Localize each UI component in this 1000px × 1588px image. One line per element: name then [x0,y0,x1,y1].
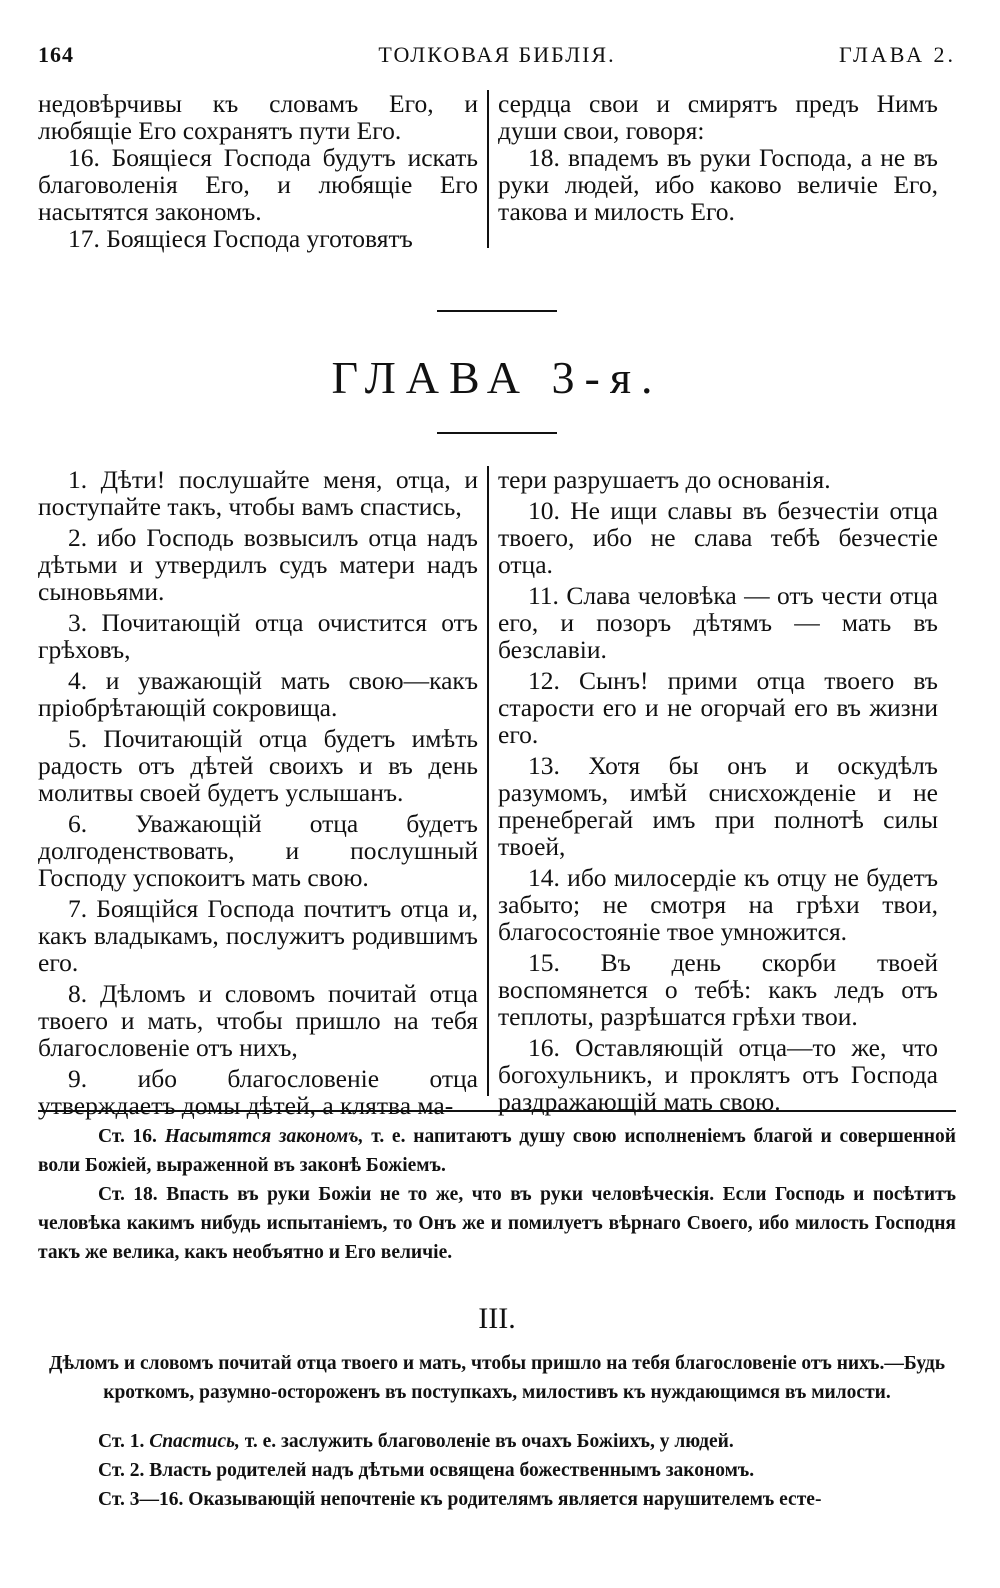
chapter2-left-column [38,89,487,253]
comment-text: Власть родителей надъ дѣтьми освящена божественнымъ закономъ. [149,1460,755,1481]
verse-comments [38,1427,956,1514]
verse: 6. Уважающій отца будетъ долгоденствовать, и послушный Господу успокоитъ мать свою. [38,809,478,892]
verse: 16. Оставляющій отца—то же, что богохульникъ, и проклятъ отъ Господа раздражающій мать свою. [498,1033,938,1116]
chapter-marker: ГЛАВА 2. [838,42,956,67]
footnote [38,1180,956,1267]
comment [38,1427,956,1456]
footnote-term: Насытятся закономъ, [164,1126,364,1147]
comment-term: Спастись, [149,1431,240,1452]
verse: недовѣрчивы къ словамъ Его, и любящіе Его сохранятъ пути Его. [38,89,478,145]
book-page [38,36,956,1566]
verse: 4. и уважающій мать свою—какъ пріобрѣтающій сокровища. [38,666,478,722]
section-summary-text: Дѣломъ и словомъ почитай отца твоего и мать, чтобы пришло на тебя благословеніе отъ нихъ.—Будь кроткомъ, разумно-остороженъ въ поступкахъ, милостивъ къ нуждающимся въ милости. [48,1353,946,1403]
chapter2-end-columns [38,89,956,253]
comment-text: Оказывающій непочтеніе къ родителямъ является нарушителемъ есте- [188,1489,822,1510]
heading-rule-lower [437,432,557,434]
verse: 14. ибо милосердіе къ отцу не будетъ забыто; не смотря на грѣхи твои, благосостояніе твое умножится. [498,863,938,946]
verse: 9. ибо благословеніе отца утверждаетъ домы дѣтей, а клятва ма- [38,1064,478,1120]
comment-ref: Ст. 2. [98,1460,145,1481]
chapter3-right-column [489,465,938,1116]
book-title: ТОЛКОВАЯ БИБЛІЯ. [378,42,616,67]
comment-ref: Ст. 3—16. [98,1489,184,1510]
verse: 11. Слава человѣка — отъ чести отца его, и позоръ дѣтямъ — мать въ безславіи. [498,581,938,664]
verse: 12. Сынъ! прими отца твоего въ старости его и не огорчай его въ жизни его. [498,666,938,749]
comment-ref: Ст. 1. [98,1431,145,1452]
verse: 1. Дѣти! послушайте меня, отца, и поступайте такъ, чтобы вамъ спастись, [38,465,478,521]
chapter-heading: ГЛАВА 3-я. [331,352,663,403]
verse: 10. Не ищи славы въ безчестіи отца твоего, ибо не слава тебѣ безчестіе отца. [498,496,938,579]
comment [38,1456,956,1485]
verse: 13. Хотя бы онъ и оскудѣлъ разумомъ, имѣй снисхожденіе и не пренебрегай имъ при полнотѣ силы твоей, [498,751,938,861]
page-number: 164 [38,42,74,67]
running-head [38,36,956,80]
section-summary [38,1349,956,1407]
chapter3-columns [38,465,956,1120]
verse: сердца свои и смирятъ предъ Нимъ души свои, говоря: [498,89,938,145]
verse: 16. Боящіеся Господа будутъ искать благоволенія Его, и любящіе Его насытятся закономъ. [38,143,478,226]
verse: 18. впадемъ въ руки Господа, а не въ руки людей, ибо каково величіе Его, такова и милость Его. [498,143,938,226]
verse: 7. Боящійся Господа почтитъ отца и, какъ владыкамъ, послужитъ родившимъ его. [38,894,478,977]
verse: 15. Въ день скорби твоей воспомянется о тебѣ: какъ ледъ отъ теплоты, разрѣшатся грѣхи твои. [498,948,938,1031]
verse: 8. Дѣломъ и словомъ почитай отца твоего и мать, чтобы пришло на тебя благословеніе отъ нихъ, [38,979,478,1062]
footnote-ref: Ст. 16. [98,1126,157,1147]
verse: тери разрушаетъ до основанія. [498,465,831,494]
chapter2-right-column [489,90,938,248]
footnote-ref: Ст. 18. [98,1184,158,1205]
footnote-text: т. е. напитаютъ душу свою исполненіемъ благой и совершенной воли Божіей, выраженной въ законѣ Божіемъ. [38,1126,957,1176]
comment-text: т. е. заслужить благоволеніе въ очахъ Божіихъ, у людей. [244,1431,734,1452]
comment [38,1485,956,1514]
footnote [38,1122,956,1180]
footnote-text: Впасть въ руки Божіи не то же, что въ руки человѣческія. Если Господь и посѣтитъ человѣка какимъ нибудь испытаніемъ, то Онъ же и помилуетъ вѣрнаго Своего, ибо милость Господня такъ же велика, какъ необъятно и Его величіе. [38,1184,957,1263]
verse: 2. ибо Господь возвысилъ отца надъ дѣтьми и утвердилъ судъ матери надъ сыновьями. [38,523,478,606]
chapter3-left-column [38,465,487,1120]
verse: 3. Почитающій отца очистится отъ грѣховъ, [38,608,478,664]
verse: 17. Боящіеся Господа уготовятъ [68,224,413,253]
heading-rule-upper [437,310,557,312]
verse: 5. Почитающій отца будетъ имѣть радость отъ дѣтей своихъ и въ день молитвы своей будетъ услышанъ. [38,724,478,807]
footnotes [38,1122,956,1267]
section-numeral: III. [478,1302,516,1335]
